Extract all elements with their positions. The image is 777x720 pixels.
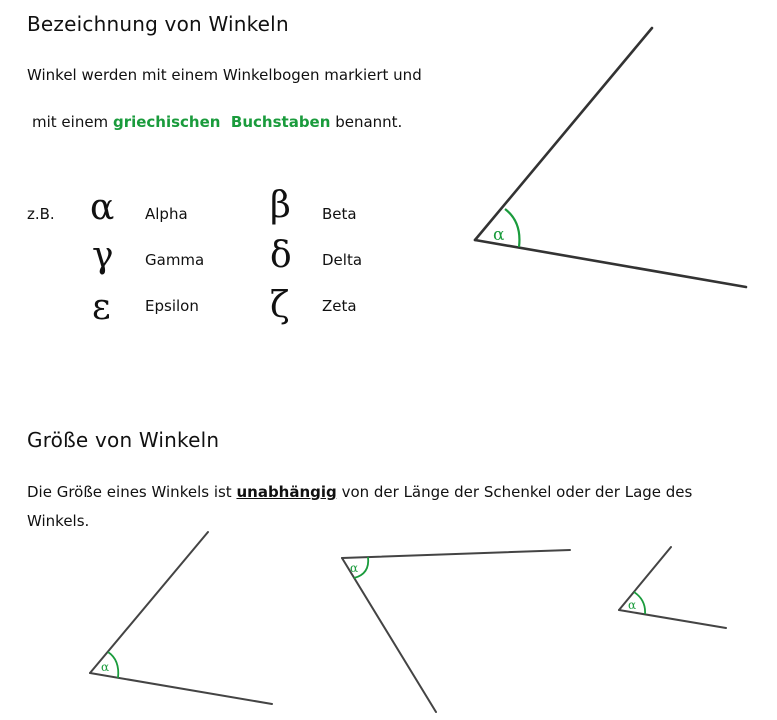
angle-leg-upper — [475, 28, 652, 240]
angle2-leg-upper — [342, 550, 570, 558]
section-title-bezeichnung: Bezeichnung von Winkeln — [27, 12, 289, 36]
greek-name-delta: Delta — [322, 251, 363, 269]
greek-name-zeta: Zeta — [322, 297, 357, 315]
greek-symbol-epsilon: ε — [92, 287, 111, 328]
greek-symbol-zeta: ζ — [270, 285, 290, 326]
angle-arc — [505, 209, 519, 247]
angle-leg-lower — [475, 240, 746, 287]
greek-symbol-alpha: α — [90, 187, 115, 228]
angle1-label: α — [101, 660, 110, 674]
size-text-prefix: Die Größe eines Winkels ist — [27, 483, 232, 501]
angle2-label: α — [350, 561, 359, 575]
greek-symbol-gamma: γ — [92, 235, 114, 276]
size-text-line-2: Winkels. — [27, 512, 90, 530]
size-angle-3 — [619, 547, 726, 628]
unabhaengig-emphasis: unabhängig — [236, 483, 337, 501]
size-angle-1 — [90, 532, 272, 704]
greek-name-epsilon: Epsilon — [145, 297, 199, 315]
greek-name-gamma: Gamma — [145, 251, 205, 269]
greek-name-alpha: Alpha — [145, 205, 188, 223]
intro-line-2-prefix: mit einem — [32, 113, 109, 131]
angle3-label: α — [628, 598, 637, 612]
angle1-leg-upper — [90, 532, 208, 673]
angle3-leg-upper — [619, 547, 671, 610]
angle1-arc — [108, 652, 118, 678]
angle-label-alpha: α — [493, 225, 505, 245]
section-title-groesse: Größe von Winkeln — [27, 428, 220, 452]
intro-line-1: Winkel werden mit einem Winkelbogen markiert und — [27, 66, 422, 84]
greek-name-beta: Beta — [322, 205, 357, 223]
intro-line-2-suffix: benannt. — [335, 113, 403, 131]
greek-letters-highlight: griechischen Buchstaben — [112, 113, 331, 131]
angle3-leg-lower — [619, 610, 726, 628]
example-label: z.B. — [27, 205, 55, 223]
angle2-leg-lower — [342, 558, 436, 712]
size-text-suffix: von der Länge der Schenkel oder der Lage des — [341, 483, 693, 501]
greek-symbol-delta: δ — [270, 235, 292, 276]
greek-symbol-beta: β — [270, 185, 291, 226]
size-angle-2 — [342, 550, 570, 712]
main-angle-diagram — [475, 28, 746, 287]
